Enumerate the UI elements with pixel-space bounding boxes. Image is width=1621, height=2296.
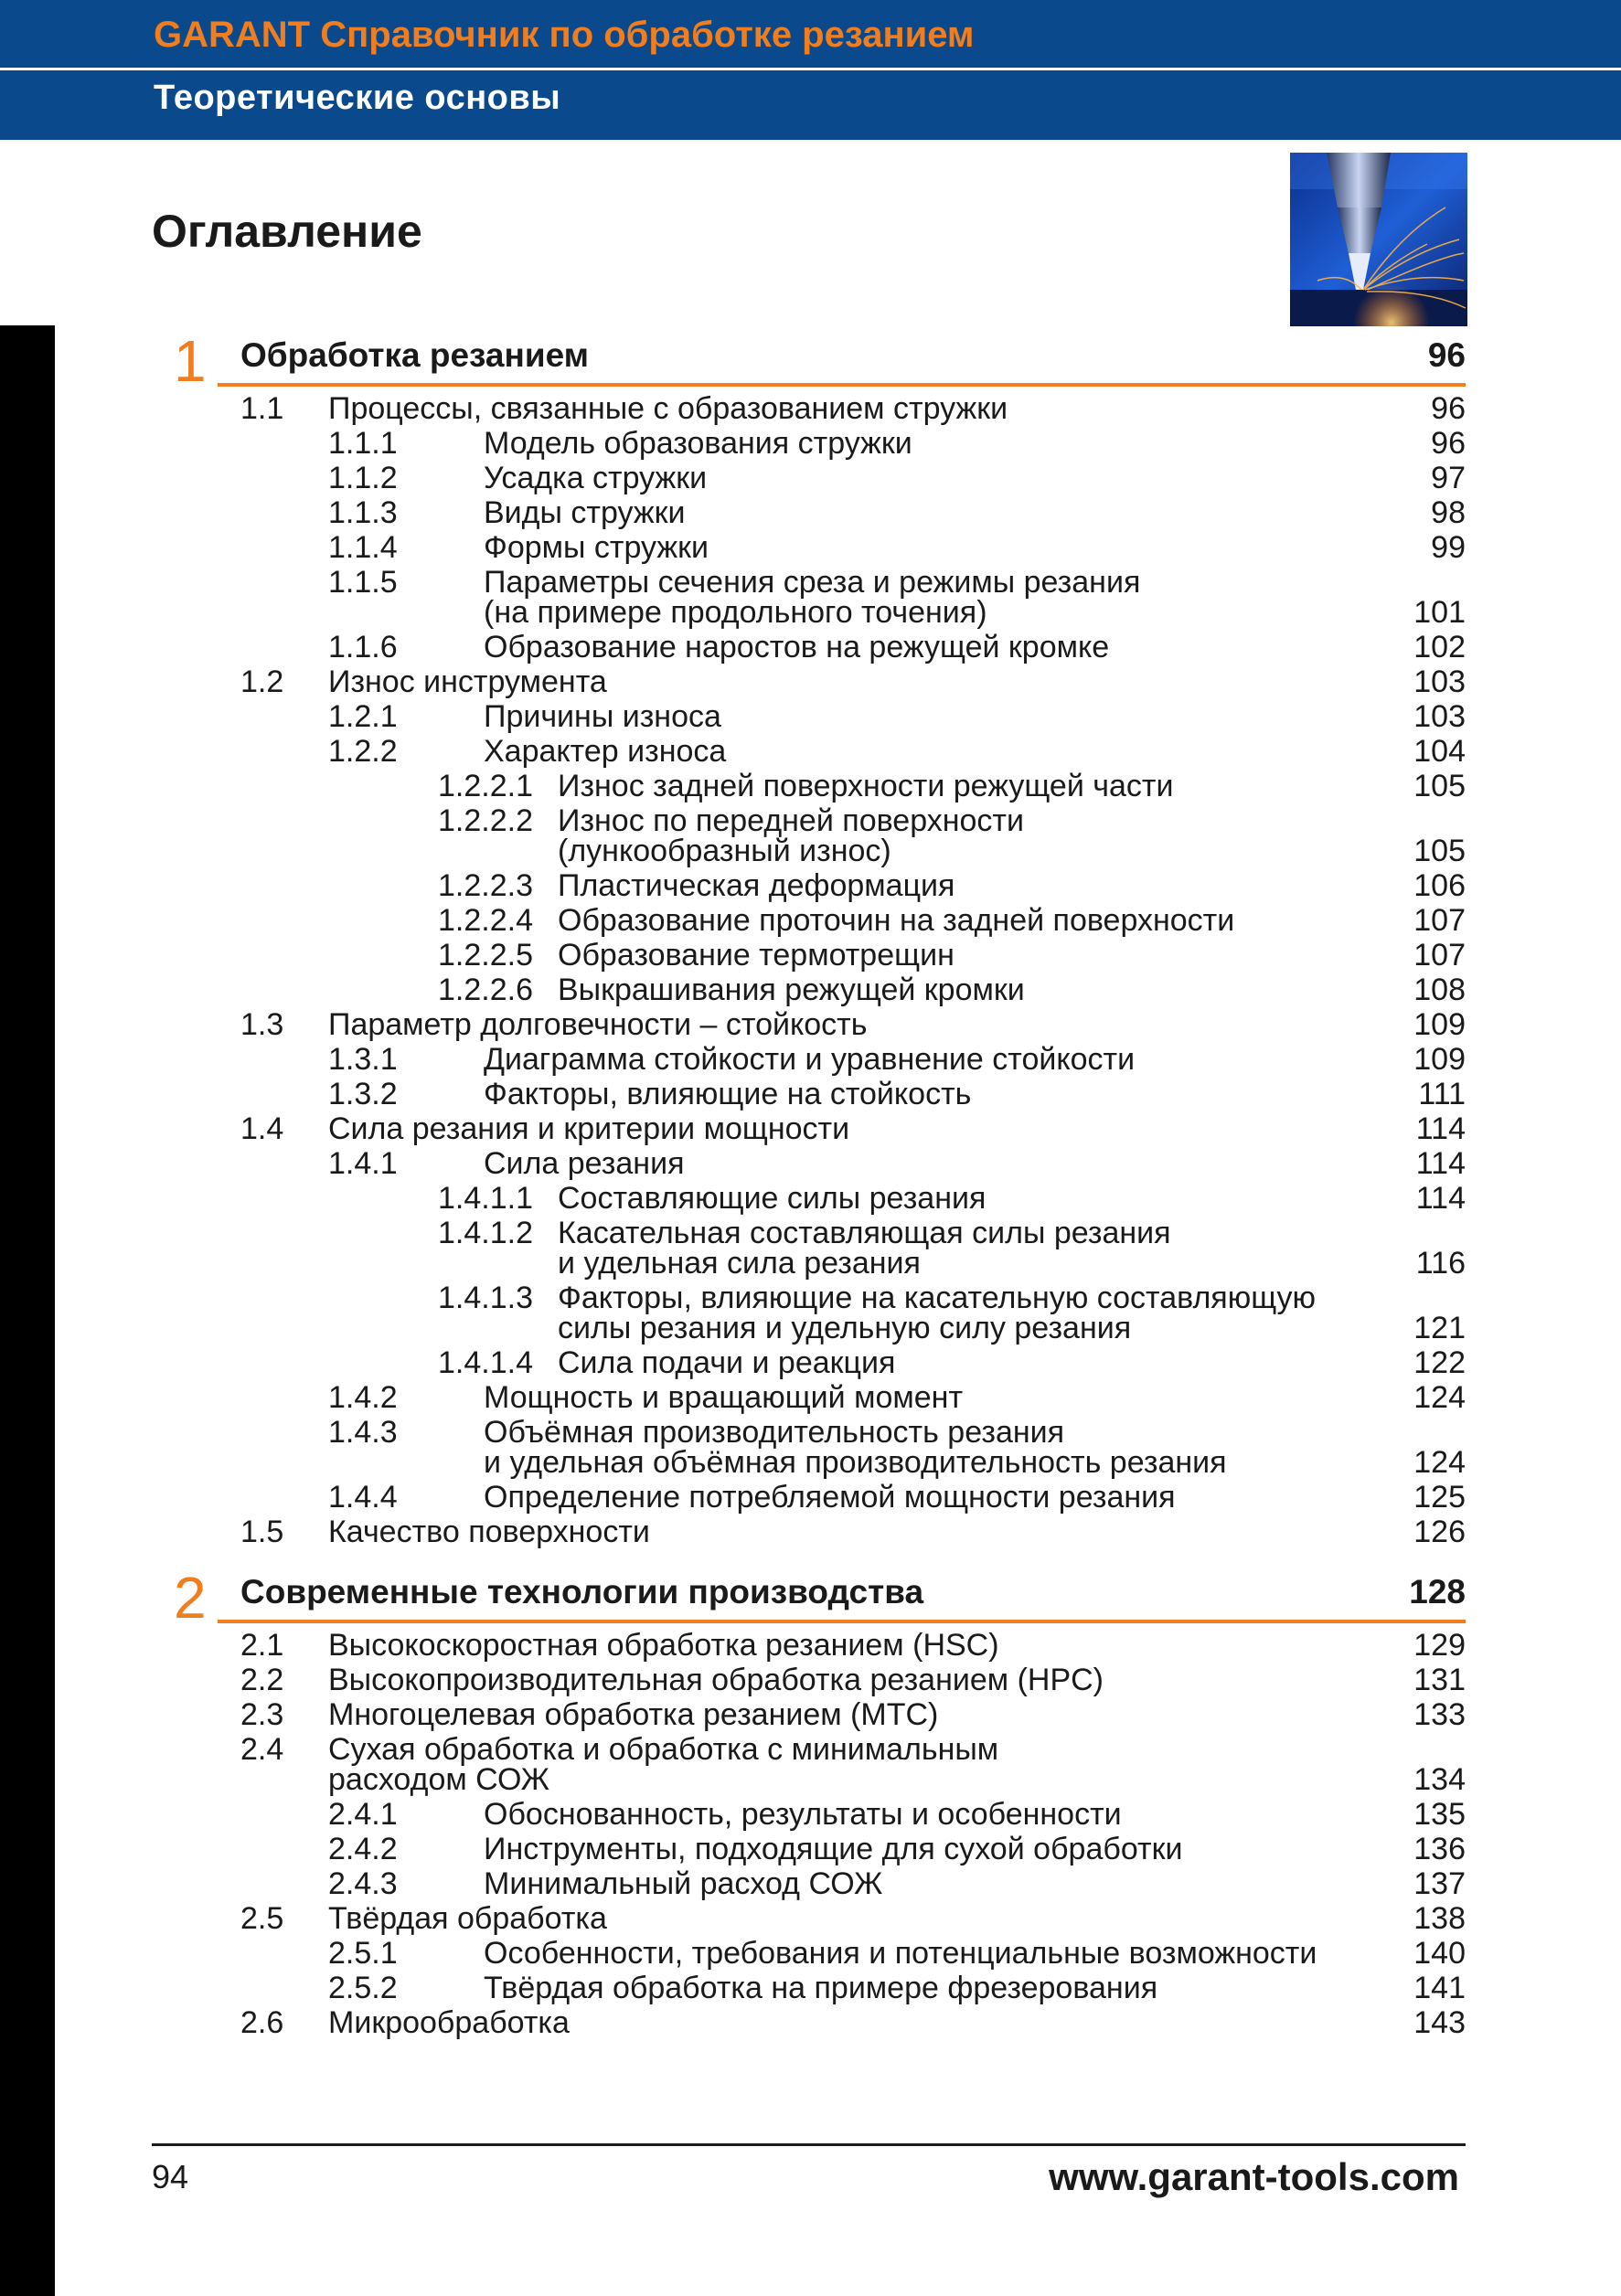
entry-page: 106 [1413,868,1466,903]
entry-number: 1.2.2 [328,734,398,769]
entry-page: 131 [1413,1663,1466,1697]
entry-number: 1.3.1 [328,1042,398,1077]
entry-page: 143 [1413,2005,1466,2040]
entry-number: 1.4.1.3 [438,1281,533,1315]
entry-title: Образование термотрещин [558,938,954,973]
entry-number: 1.3.2 [328,1077,398,1111]
entry-number: 1.2.2.5 [438,938,533,973]
entry-title: Высокопроизводительная обработка резанием (HPC) [328,1663,1104,1697]
entry-page: 126 [1413,1515,1466,1549]
entry-title: Параметр долговечности – стойкость [328,1007,868,1042]
entry-page: 133 [1413,1697,1466,1732]
entry-page: 103 [1413,664,1466,699]
entry-number: 2.5 [240,1901,284,1936]
entry-page: 114 [1415,1146,1466,1181]
entry-number: 1.1.2 [328,461,398,495]
entry-page: 105 [1413,834,1466,868]
entry-page: 105 [1413,769,1466,803]
entry-number: 1.2.2.3 [438,868,533,903]
entry-number: 1.5 [240,1515,284,1549]
entry-page: 116 [1415,1246,1466,1281]
entry-number: 1.1.5 [328,565,398,600]
entry-page: 141 [1413,1971,1466,2005]
entry-title: Формы стружки [484,530,709,565]
chapter-title[interactable]: Современные технологии производства [240,1573,924,1610]
entry-number: 1.4.3 [328,1415,398,1450]
entry-title: Сила резания и критерии мощности [328,1111,850,1146]
entry-number: 1.2.2.6 [438,973,533,1007]
entry-number: 2.4.1 [328,1797,398,1832]
entry-title: Факторы, влияющие на стойкость [484,1077,972,1111]
entry-title: Твёрдая обработка [328,1901,607,1936]
chapter-rule [218,383,1466,387]
entry-number: 1.2.2.2 [438,803,533,838]
entry-title: Касательная составляющая силы резания [558,1216,1171,1250]
entry-title-continued: и удельная объёмная производительность резания [484,1445,1227,1480]
entry-title: Износ инструмента [328,664,607,699]
entry-number: 1.2.2.4 [438,903,533,938]
entry-title: Выкрашивания режущей кромки [558,973,1025,1007]
entry-title: Причины износа [484,699,721,734]
entry-number: 1.4 [240,1111,284,1146]
entry-page: 121 [1413,1311,1466,1345]
entry-page: 107 [1413,938,1466,973]
entry-page: 101 [1413,595,1466,630]
entry-title: Образование наростов на режущей кромке [484,630,1110,664]
entry-page: 96 [1431,426,1466,461]
entry-page: 124 [1413,1445,1466,1480]
entry-page: 138 [1413,1901,1466,1936]
entry-number: 1.4.2 [328,1380,398,1415]
entry-number: 1.2.2.1 [438,769,533,803]
entry-title: Микрообработка [328,2005,570,2040]
entry-number: 1.2.1 [328,699,398,734]
entry-number: 1.3 [240,1007,284,1042]
entry-title: Усадка стружки [484,461,708,495]
entry-page: 108 [1413,973,1466,1007]
entry-number: 1.1.3 [328,495,398,530]
entry-page: 109 [1413,1007,1466,1042]
entry-title: Высокоскоростная обработка резанием (HSC) [328,1628,999,1663]
chapter-number: 2 [174,1565,207,1631]
entry-page: 140 [1413,1936,1466,1971]
entry-number: 1.1.1 [328,426,398,461]
entry-page: 107 [1413,903,1466,938]
entry-title: Минимальный расход СОЖ [484,1866,883,1901]
entry-number: 1.4.4 [328,1480,398,1515]
entry-title: Модель образования стружки [484,426,912,461]
entry-page: 137 [1413,1866,1466,1901]
entry-number: 1.1.4 [328,530,398,565]
entry-page: 97 [1431,461,1466,495]
entry-number: 2.5.1 [328,1936,398,1971]
chapter-title[interactable]: Обработка резанием [240,336,590,374]
entry-number: 2.4.2 [328,1832,398,1866]
entry-title: Особенности, требования и потенциальные возможности [484,1936,1317,1971]
entry-title: Сухая обработка и обработка с минимальным [328,1732,999,1767]
entry-title: Многоцелевая обработка резанием (MTC) [328,1697,939,1732]
entry-title: Износ по передней поверхности [558,803,1024,838]
page-number: 94 [152,2158,189,2195]
entry-title: Характер износа [484,734,727,769]
entry-number: 2.4 [240,1732,284,1767]
entry-title-continued: расходом СОЖ [328,1762,550,1797]
entry-page: 111 [1418,1077,1466,1111]
entry-title-continued: силы резания и удельную силу резания [558,1311,1132,1345]
entry-title: Параметры сечения среза и режимы резания [484,565,1141,600]
entry-title: Инструменты, подходящие для сухой обработки [484,1832,1183,1866]
entry-number: 2.3 [240,1697,284,1732]
entry-title: Виды стружки [484,495,686,530]
entry-number: 1.1.6 [328,630,398,664]
entry-number: 2.1 [240,1628,284,1663]
entry-title-continued: (лункообразный износ) [558,834,891,868]
entry-page: 104 [1413,734,1466,769]
entry-page: 134 [1413,1762,1466,1797]
entry-title-continued: и удельная сила резания [558,1246,921,1281]
page-heading: Оглавление [152,206,422,257]
entry-page: 114 [1415,1111,1466,1146]
entry-page: 124 [1413,1380,1466,1415]
entry-number: 1.1 [240,391,284,426]
entry-page: 103 [1413,699,1466,734]
website-url[interactable]: www.garant-tools.com [1049,2155,1459,2198]
entry-number: 1.4.1.1 [438,1181,533,1216]
section-title: Теоретические основы [154,79,561,117]
entry-title: Твёрдая обработка на примере фрезерования [484,1971,1158,2005]
entry-number: 2.4.3 [328,1866,398,1901]
entry-page: 96 [1431,391,1466,426]
footer-rule [152,2143,1466,2146]
entry-title: Процессы, связанные с образованием стружки [328,391,1008,426]
entry-title: Мощность и вращающий момент [484,1380,964,1415]
entry-title: Износ задней поверхности режущей части [558,769,1174,803]
entry-title-continued: (на примере продольного точения) [484,595,987,630]
entry-page: 122 [1413,1345,1466,1380]
entry-page: 109 [1413,1042,1466,1077]
entry-number: 2.5.2 [328,1971,398,2005]
entry-page: 129 [1413,1628,1466,1663]
entry-number: 2.6 [240,2005,284,2040]
entry-number: 2.2 [240,1663,284,1697]
entry-title: Диаграмма стойкости и уравнение стойкости [484,1042,1136,1077]
entry-title: Факторы, влияющие на касательную составляющую [558,1281,1317,1315]
entry-title: Сила подачи и реакция [558,1345,896,1380]
entry-title: Образование проточин на задней поверхности [558,903,1235,938]
entry-page: 114 [1415,1181,1466,1216]
entry-page: 98 [1431,495,1466,530]
entry-page: 125 [1413,1480,1466,1515]
entry-title: Качество поверхности [328,1515,650,1549]
entry-title: Сила резания [484,1146,685,1181]
entry-page: 102 [1413,630,1466,664]
entry-page: 135 [1413,1797,1466,1832]
entry-title: Пластическая деформация [558,868,955,903]
entry-page: 136 [1413,1832,1466,1866]
entry-title: Обоснованность, результаты и особенности [484,1797,1122,1832]
chapter-page: 128 [1409,1573,1466,1610]
chapter-rule [218,1620,1466,1623]
entry-number: 1.2 [240,664,284,699]
entry-number: 1.4.1.4 [438,1345,533,1380]
entry-page: 99 [1431,530,1466,565]
entry-title: Определение потребляемой мощности резания [484,1480,1176,1515]
entry-number: 1.4.1 [328,1146,398,1181]
chapter-page: 96 [1427,336,1466,374]
entry-title: Составляющие силы резания [558,1181,986,1216]
entry-title: Объёмная производительность резания [484,1415,1065,1450]
entry-number: 1.4.1.2 [438,1216,533,1250]
brand-title: GARANT Справочник по обработке резанием [154,15,975,55]
chapter-number: 1 [174,328,207,394]
